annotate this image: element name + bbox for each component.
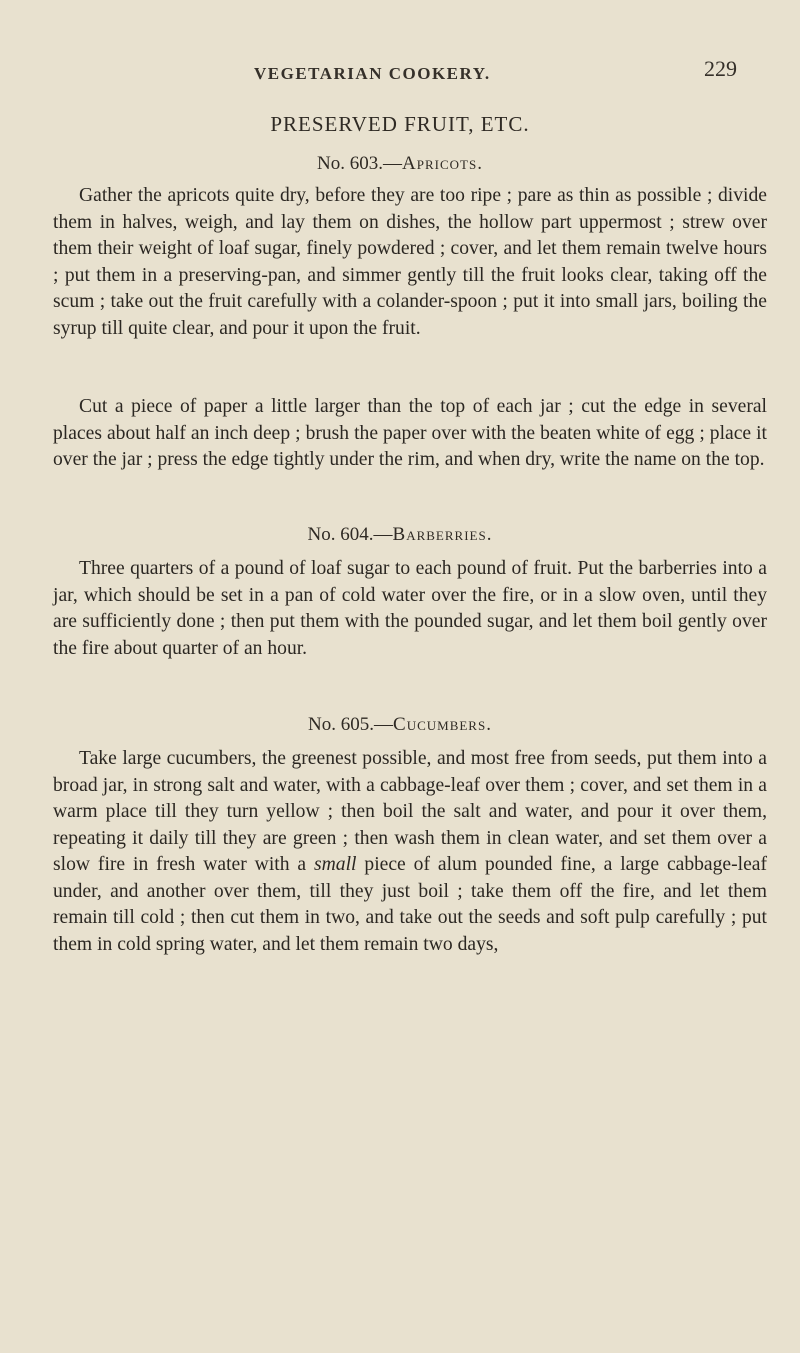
recipe-604-paragraph-1: Three quarters of a pound of loaf sugar to each pound of fruit. Put the barberries into a jar, which should be set in a pan of cold water over the fire, or in a slow oven, until they are sufficiently done ; then put them with the pounded sugar, and let them boil gently over the fire about quarter of an hour. [53,558,767,659]
running-header [0,56,800,86]
recipe-name: Cucumbers. [393,714,492,735]
recipe-number: No. 603.— [317,153,403,174]
recipe-605-paragraph-1 [53,746,767,958]
recipe-heading-605 [0,714,800,736]
paragraph-text: Take large cucumbers, the greenest possible, and most free from seeds, put them into a broad jar, in strong salt and water, with a cabbage-leaf over them ; cover, and set them in a warm place till they turn yellow ; then boil the salt and water, and pour it over them, repeating it daily till they are green ; then wash them in clean water, and set them over a slow fire in fresh water with a [53,748,767,875]
recipe-number: No. 605.— [308,714,394,735]
recipe-number: No. 604.— [307,524,393,545]
recipe-heading-604 [0,524,800,546]
running-title: VEGETARIAN COOKERY. [254,64,491,83]
section-title: PRESERVED FRUIT, ETC. [270,112,530,136]
recipe-name: Apricots. [402,153,483,174]
paragraph-text: piece of alum pounded fine, a large cabbage-leaf under, and another over them, till they just boil ; take them off the fire, and let them remain till cold ; then cut them in two, and take out the seeds and soft pulp carefully ; put them in cold spring water, and let them remain two days, [53,854,768,955]
recipe-heading-603 [0,153,800,175]
italic-word: small [314,854,357,875]
recipe-603-paragraph-2: Cut a piece of paper a little larger than the top of each jar ; cut the edge in several places about half an inch deep ; brush the paper over with the beaten white of egg ; place it over the jar ; press the edge tightly under the rim, and when dry, write the name on the top. [53,396,767,470]
recipe-name: Barberries. [392,524,493,545]
page-number: 229 [704,56,737,81]
recipe-603-paragraph-1: Gather the apricots quite dry, before they are too ripe ; pare as thin as possible ; divide them in halves, weigh, and lay them on dishes, the hollow part uppermost ; strew over them their weight of loaf sugar, finely powdered ; cover, and let them remain twelve hours ; put them in a preserving-pan, and simmer gently till the fruit looks clear, taking off the scum ; take out the fruit carefully with a colander-spoon ; put it into small jars, boiling the syrup till quite clear, and pour it upon the fruit. [53,185,767,339]
